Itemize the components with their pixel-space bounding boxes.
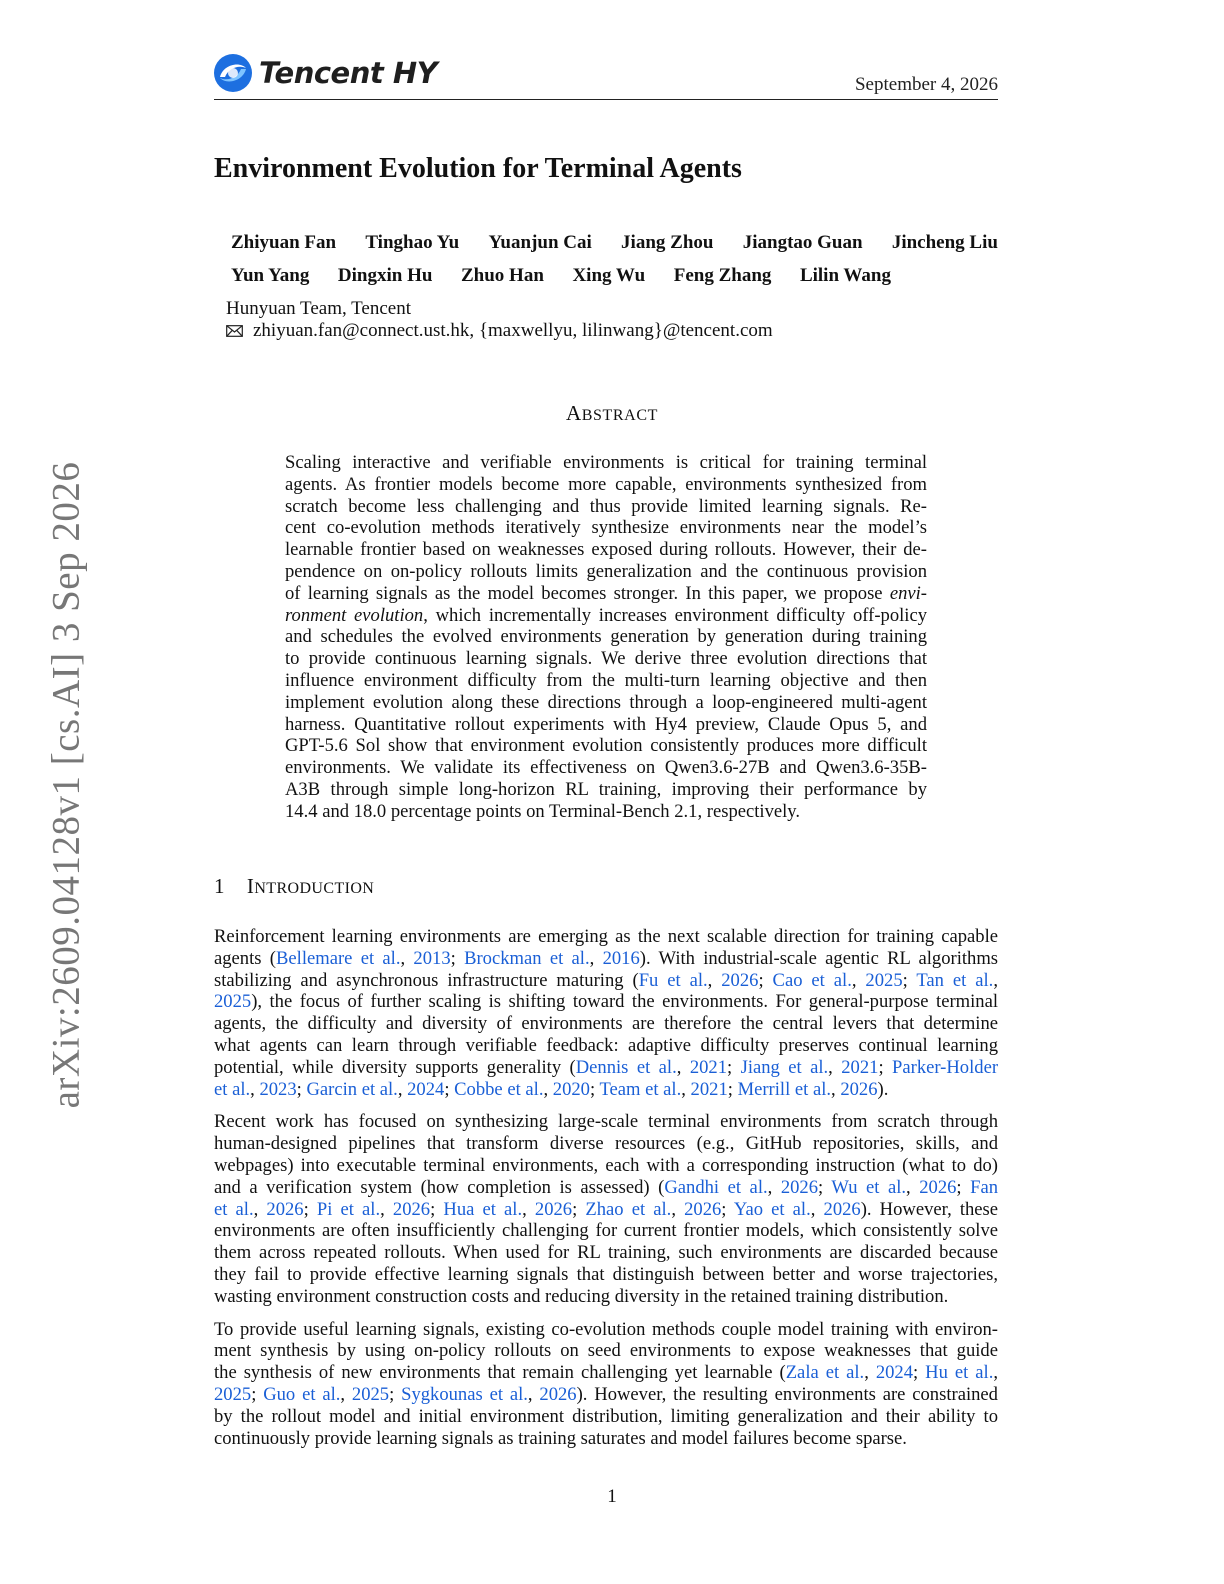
- citation-link[interactable]: 2026: [823, 1198, 861, 1220]
- citation-link[interactable]: Cao et al.: [772, 969, 852, 991]
- author-list-row-1: [231, 232, 998, 254]
- abstract-line: learnable frontier based on weaknesses exposed during rollouts. However, their de-: [285, 539, 927, 561]
- abstract-line: environments. We validate its effectiveness on Qwen3.6-27B and Qwen3.6-35B-: [285, 757, 927, 779]
- citation-link[interactable]: Dennis et al.: [575, 1056, 677, 1078]
- citation-link[interactable]: 2024: [875, 1362, 914, 1384]
- abstract-heading: ABSTRACT: [566, 401, 658, 425]
- header-divider: [214, 99, 998, 100]
- citation-link[interactable]: 2026: [721, 969, 759, 991]
- abstract-line: ronment evolution, which incrementally increases environment difficulty off-policy: [285, 604, 928, 626]
- abstract-line: pendence on on-policy rollouts limits generalization and the continuous provision: [285, 560, 927, 582]
- abstract-line: agents. As frontier models become more capable, environments synthesized from: [285, 473, 927, 495]
- author-name: Yun Yang: [231, 265, 310, 286]
- author-name: Lilin Wang: [799, 265, 891, 286]
- abstract-line: cent co-evolution methods iteratively synthesize environments near the model’s: [285, 517, 927, 539]
- citation-link[interactable]: Sygkounas et al.: [401, 1383, 528, 1405]
- contact-emails: [226, 320, 773, 342]
- citation-link[interactable]: 2026: [392, 1198, 431, 1220]
- author-name: Jincheng Liu: [891, 232, 998, 253]
- tencent-logo-icon: [213, 53, 253, 93]
- abstract-line: implement evolution along these directions through a loop-engineered multi-agent: [285, 691, 927, 713]
- logo-wordmark: Tencent HY: [259, 56, 438, 90]
- citation-link[interactable]: Tan et al.: [916, 969, 994, 991]
- arxiv-identifier-stamp: arXiv:2609.04128v1 [cs.AI] 3 Sep 2026: [44, 461, 88, 1109]
- paragraph: Reinforcement learning environments are emerging as the next scalable direction for training capable agents (Bellemare et al., 2013; Brockman et al., 2016). With industrial-scale agentic RL algorithms stabilizing and asynchronous infrastructure maturing (Fu et al., 2026; Cao et al., 2025; Tan et al., 2025), the focus of further scaling is shifting toward the environments. For general-purpose terminal agents, the difficulty and diversity of environments are therefore the central levers that determine what agents can learn through verifiable feedback: adaptive difficulty preserves continual learning potential, while diversity supports generality (Dennis et al., 2021; Jiang et al., 2021; Parker-Holder et al., 2023; Garcin et al., 2024; Cobbe et al., 2020; Team et al., 2021; Merrill et al., 2026).: [214, 926, 999, 1100]
- citation-link[interactable]: 2024: [407, 1078, 445, 1100]
- citation-link[interactable]: 2026: [840, 1078, 878, 1100]
- envelope-icon: [226, 325, 243, 337]
- citation-link[interactable]: 2025: [214, 991, 252, 1013]
- author-name: Jiangtao Guan: [742, 232, 863, 253]
- citation-link[interactable]: Fu et al.: [638, 969, 708, 991]
- page-number: 1: [607, 1486, 617, 1507]
- abstract-line: A3B through simple long-horizon RL training, improving their performance by: [285, 778, 927, 800]
- citation-link[interactable]: 2021: [690, 1078, 728, 1100]
- abstract-line: scratch become less challenging and thus provide limited learning signals. Re-: [285, 495, 927, 517]
- author-name: Dingxin Hu: [337, 265, 433, 286]
- citation-link[interactable]: Jiang et al.: [740, 1056, 829, 1078]
- citation-link[interactable]: et al.: [214, 1078, 251, 1100]
- abstract-line: Scaling interactive and verifiable environments is critical for training terminal: [285, 452, 927, 473]
- citation-link[interactable]: Yao et al.: [733, 1198, 811, 1220]
- author-name: Jiang Zhou: [621, 232, 714, 253]
- citation-link[interactable]: 2025: [214, 1383, 252, 1405]
- citation-link[interactable]: 2026: [780, 1176, 819, 1198]
- citation-link[interactable]: 2016: [602, 947, 640, 969]
- citation-link[interactable]: Zala et al.: [785, 1362, 865, 1384]
- abstract-line: and schedules the evolved environments generation by generation during training: [285, 626, 927, 648]
- citation-link[interactable]: 2026: [534, 1198, 573, 1220]
- citation-link[interactable]: 2026: [919, 1176, 957, 1198]
- publication-date: September 4, 2026: [854, 74, 998, 95]
- citation-link[interactable]: Pi et al.: [316, 1198, 381, 1220]
- section-number: 1: [214, 874, 225, 898]
- citation-link[interactable]: 2021: [841, 1056, 879, 1078]
- paragraph: Recent work has focused on synthesizing large-scale terminal environments from scratch through human-designed pipelines that transform diverse resources (e.g., GitHub repositories, skills, and webpages) into executable terminal environments, each with a corresponding instruction (what to do) and a verification system (how completion is assessed) (Gandhi et al., 2026; Wu et al., 2026; Fan et al., 2026; Pi et al., 2026; Hua et al., 2026; Zhao et al., 2026; Yao et al., 2026). However, these environments are often insufficiently challenging for current frontier models, which consistently solve them across repeated rollouts. When used for RL training, such environments are discarded because they fail to provide effective learning signals that distinguish between better and worse trajectories, wasting environment construction costs and reducing diversity in the retained training distribution.: [214, 1111, 999, 1307]
- abstract-line: to provide continuous learning signals. We derive three evolution directions that: [285, 648, 927, 670]
- author-list-row-2: [231, 265, 891, 287]
- abstract-line: of learning signals as the model becomes stronger. In this paper, we propose envi-: [285, 582, 927, 604]
- citation-link[interactable]: Garcin et al.: [306, 1078, 398, 1100]
- section-heading-introduction: 1 INTRODUCTION: [214, 874, 375, 898]
- abstract-line: influence environment difficulty from the multi-turn learning objective and then: [285, 669, 927, 691]
- citation-link[interactable]: Brockman et al.: [464, 947, 590, 969]
- citation-link[interactable]: Hu et al.: [925, 1362, 994, 1384]
- paper-title: Environment Evolution for Terminal Agents: [214, 153, 742, 184]
- email-addresses: zhiyuan.fan@connect.ust.hk, {maxwellyu, lilinwang}@tencent.com: [253, 320, 773, 341]
- abstract-line: 14.4 and 18.0 percentage points on Terminal-Bench 2.1, respectively.: [285, 800, 801, 822]
- citation-link[interactable]: 2020: [552, 1078, 590, 1100]
- abstract-line: harness. Quantitative rollout experiments with Hy4 preview, Claude Opus 5, and: [285, 713, 927, 735]
- citation-link[interactable]: Gandhi et al.: [664, 1176, 768, 1198]
- citation-link[interactable]: Merrill et al.: [737, 1078, 832, 1100]
- author-name: Zhiyuan Fan: [231, 232, 337, 253]
- citation-link[interactable]: 2013: [413, 947, 451, 969]
- citation-link[interactable]: Bellemare et al.: [276, 947, 401, 969]
- citation-link[interactable]: Parker-Holder: [892, 1056, 999, 1078]
- citation-link[interactable]: 2026: [266, 1198, 304, 1220]
- citation-link[interactable]: et al.: [214, 1198, 254, 1220]
- citation-link[interactable]: 2026: [684, 1198, 722, 1220]
- author-name: Tinghao Yu: [365, 232, 460, 253]
- abstract-line: GPT-5.6 Sol show that environment evolution consistently produces more difficult: [285, 735, 927, 757]
- citation-link[interactable]: Guo et al.: [263, 1383, 341, 1405]
- citation-link[interactable]: Cobbe et al.: [454, 1078, 544, 1100]
- citation-link[interactable]: Wu et al.: [831, 1176, 907, 1198]
- citation-link[interactable]: 2025: [351, 1383, 390, 1405]
- citation-link[interactable]: 2023: [259, 1078, 297, 1100]
- tencent-hy-logo: [213, 52, 437, 94]
- citation-link[interactable]: 2025: [865, 969, 903, 991]
- author-name: Xing Wu: [572, 265, 646, 286]
- citation-link[interactable]: 2021: [689, 1056, 727, 1078]
- affiliation: Hunyuan Team, Tencent: [226, 298, 411, 319]
- author-name: Yuanjun Cai: [488, 232, 592, 253]
- author-name: Feng Zhang: [673, 265, 772, 286]
- introduction-body: [214, 926, 998, 1460]
- abstract-text: [285, 452, 927, 823]
- citation-link[interactable]: Hua et al.: [443, 1198, 523, 1220]
- citation-link[interactable]: 2026: [539, 1383, 577, 1405]
- paragraph: To provide useful learning signals, existing co-evolution methods couple model training with environ- ment synthesis by using on-policy rollouts on seed environments to expose weaknesses that guide the synthesis of new environments that remain challenging yet learnable (Zala et al., 2024; Hu et al., 2025; Guo et al., 2025; Sygkounas et al., 2026). However, the resulting environments are constrained by the rollout model and initial environment distribution, limiting generalization and their ability to continuously provide learning signals as training saturates and model failures become sparse.: [214, 1318, 999, 1449]
- citation-link[interactable]: Zhao et al.: [585, 1198, 672, 1220]
- citation-link[interactable]: Team et al.: [599, 1078, 682, 1100]
- author-name: Zhuo Han: [460, 265, 544, 286]
- citation-link[interactable]: Fan: [970, 1176, 999, 1198]
